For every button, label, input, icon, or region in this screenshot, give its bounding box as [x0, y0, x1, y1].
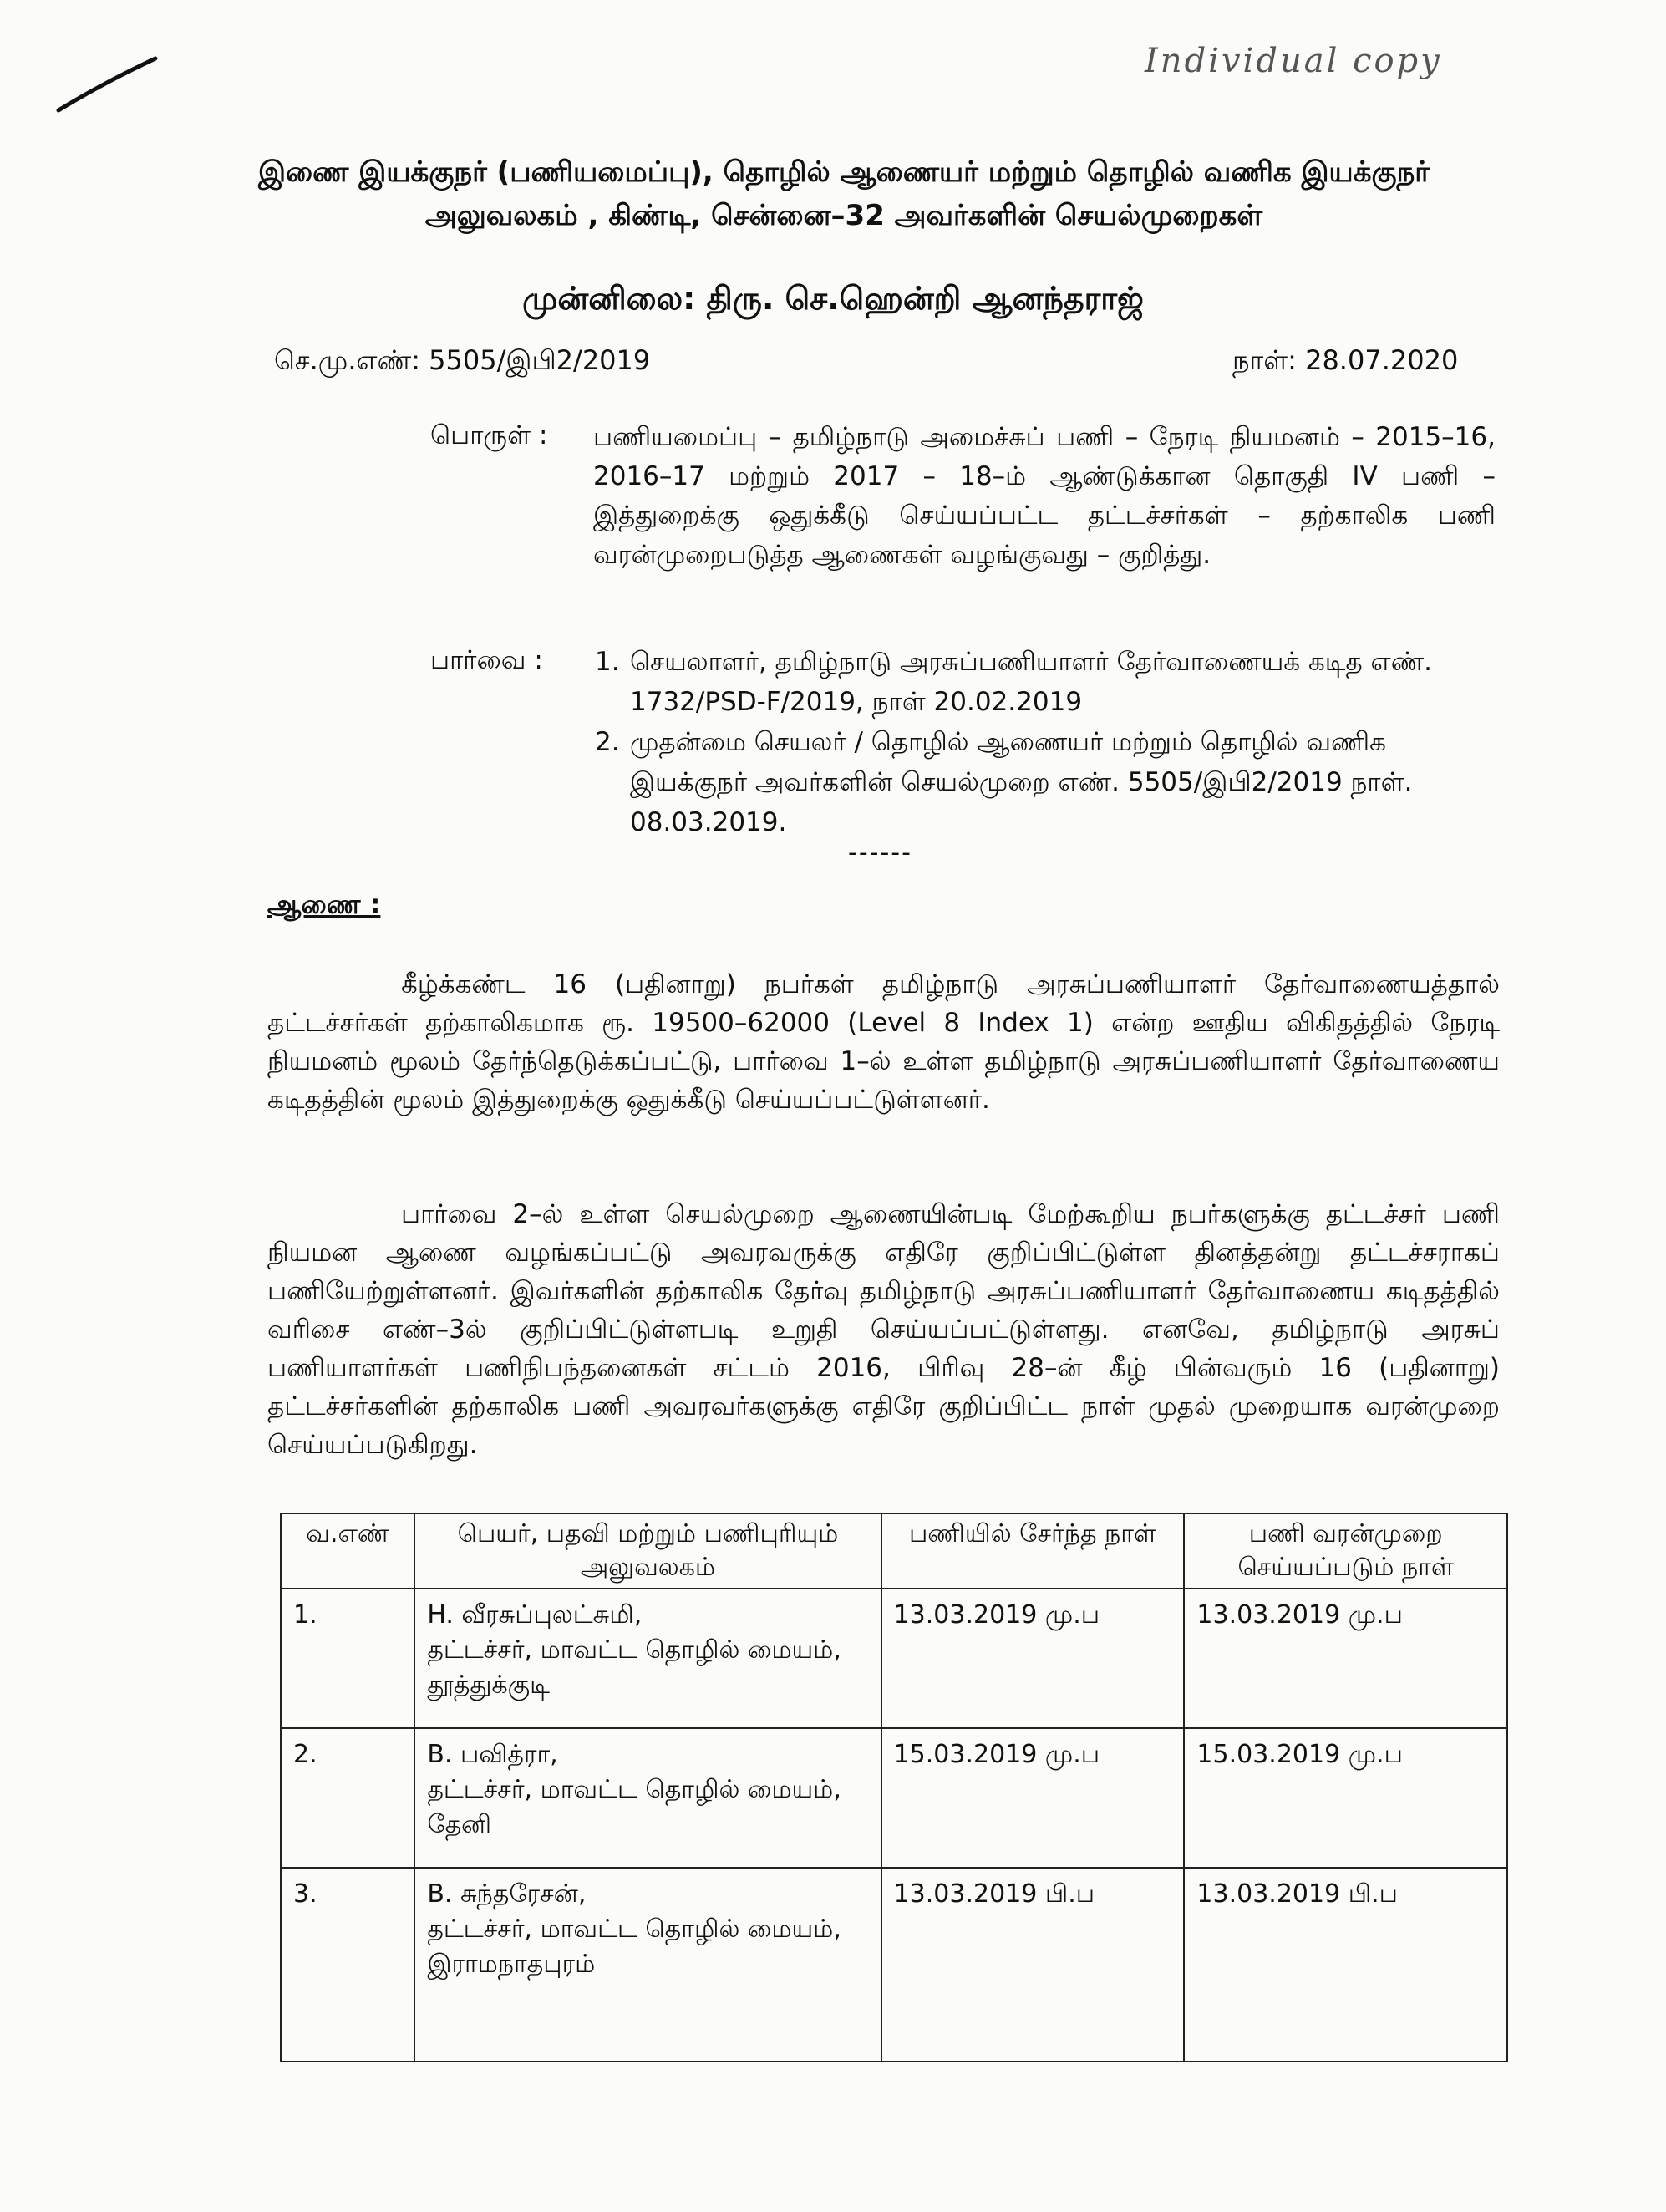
order-paragraph-2: பார்வை 2–ல் உள்ள செயல்முறை ஆணையின்படி மேற்கூறிய நபர்களுக்கு தட்டச்சர் பணி நியமன ஆணை வழங்கப்பட்டு அவரவருக்கு எதிரே குறிப்பிட்டுள்ள தினத்தன்று தட்டச்சராகப் பணியேற்றுள்ளனர். இவர்களின் தற்காலிக தேர்வு தமிழ்நாடு அரசுப்பணியாளர் தேர்வாணைய கடிதத்தில் வரிசை எண்–3ல் குறிப்பிட்டுள்ளபடி உறுதி செய்யப்பட்டுள்ளது. எனவே, தமிழ்நாடு அரசுப் பணியாளர்கள் பணிநிபந்தனைகள் சட்டம் 2016, பிரிவு 28–ன் கீழ் பின்வரும் 16 (பதினாறு) தட்டச்சர்களின் தற்காலிக பணி அவரவர்களுக்கு எதிரே குறிப்பிட்ட நாள் முதல் முறையாக வரன்முறை செய்யப்படுகிறது.	[267, 1199, 1500, 1460]
employee-name: B. பவித்ரா,	[427, 1740, 558, 1769]
employee-name: H. வீரசுப்புலட்சுமி,	[427, 1600, 643, 1630]
presence-line: முன்னிலை: திரு. செ.ஹென்றி ஆனந்தராஜ்	[522, 280, 1144, 317]
order-paragraph-1: கீழ்க்கண்ட 16 (பதினாறு) நபர்கள் தமிழ்நாடு அரசுப்பணியாளர் தேர்வாணையத்தால் தட்டச்சர்கள் தற்காலிகமாக ரூ. 19500–62000 (Level 8 Index 1) என்ற ஊதிய விகிதத்தில் நேரடி நியமனம் மூலம் தேர்ந்தெடுக்கப்பட்டு, பார்வை 1–ல் உள்ள தமிழ்நாடு அரசுப்பணியாளர் தேர்வாணைய கடிதத்தின் மூலம் இத்துறைக்கு ஒதுக்கீடு செய்யப்பட்டுள்ளனர்.	[267, 969, 1500, 1115]
reference-item	[595, 642, 1497, 722]
subject-label: பொருள் :	[430, 420, 548, 450]
header-regularisation-date: பணி வரன்முறை செய்யப்படும் நாள்	[1184, 1513, 1507, 1589]
header-serial-number: வ.எண்	[281, 1513, 414, 1589]
regularisation-date: 13.03.2019 மு.ப	[1184, 1589, 1507, 1728]
serial-number: 2.	[281, 1728, 414, 1868]
handwritten-note: Individual copy	[1145, 42, 1442, 80]
order-label: ஆணை :	[267, 888, 381, 920]
reference-number-2: 2.	[595, 727, 620, 757]
header-name-designation-office: பெயர், பதவி மற்றும் பணிபுரியும் அலுவலகம்	[414, 1513, 881, 1589]
reference-item	[595, 722, 1497, 842]
serial-number: 3.	[281, 1868, 414, 2062]
name-designation-office	[414, 1728, 881, 1868]
serial-number: 1.	[281, 1589, 414, 1728]
reference-text-2: முதன்மை செயலர் / தொழில் ஆணையர் மற்றும் தொழில் வணிக இயக்குநர் அவர்களின் செயல்முறை எண். 5505/இபி2/2019 நாள். 08.03.2019.	[630, 727, 1413, 837]
header-joining-date: பணியில் சேர்ந்த நாள்	[881, 1513, 1185, 1589]
references-label: பார்வை :	[430, 645, 543, 675]
handwritten-slash-mark	[52, 50, 160, 117]
table-row	[281, 1868, 1507, 2062]
subject-text: பணியமைப்பு – தமிழ்நாடு அமைச்சுப் பணி – நேரடி நியமனம் – 2015–16, 2016–17 மற்றும் 2017 – 18–ம் ஆண்டுக்கான தொகுதி IV பணி – இத்துறைக்கு ஒதுக்கீடு செய்யப்பட்ட தட்டச்சர்கள் – தற்காலிக பணி வரன்முறைபடுத்த ஆணைகள் வழங்குவது – குறித்து.	[593, 422, 1496, 570]
employee-office: தூத்துக்குடி	[427, 1670, 551, 1700]
header-line-1: இணை இயக்குநர் (பணியமைப்பு), தொழில் ஆணையர் மற்றும் தொழில் வணிக இயக்குநர்	[257, 155, 1430, 189]
regularisation-date: 15.03.2019 மு.ப	[1184, 1728, 1507, 1868]
document-date: நாள்: 28.07.2020	[1232, 344, 1459, 376]
table-header-row	[281, 1513, 1507, 1589]
employee-designation: தட்டச்சர், மாவட்ட தொழில் மையம்,	[427, 1635, 841, 1665]
employee-name: B. சுந்தரேசன்,	[427, 1879, 587, 1909]
table-row	[281, 1589, 1507, 1728]
reference-number: செ.மு.எண்: 5505/இபி2/2019	[274, 344, 651, 376]
employee-office: தேனி	[427, 1810, 492, 1839]
typists-table	[280, 1513, 1508, 2062]
employee-designation: தட்டச்சர், மாவட்ட தொழில் மையம்,	[427, 1915, 841, 1944]
name-designation-office	[414, 1589, 881, 1728]
reference-number-1: 1.	[595, 647, 620, 677]
regularisation-date: 13.03.2019 பி.ப	[1184, 1868, 1507, 2062]
separator-dashes: ------	[848, 838, 912, 867]
reference-text-1: செயலாளர், தமிழ்நாடு அரசுப்பணியாளர் தேர்வாணையக் கடித எண். 1732/PSD-F/2019, நாள் 20.02.2019	[630, 647, 1433, 717]
references-list	[595, 642, 1497, 842]
name-designation-office	[414, 1868, 881, 2062]
employee-designation: தட்டச்சர், மாவட்ட தொழில் மையம்,	[427, 1775, 841, 1804]
employee-office: இராமநாதபுரம்	[427, 1950, 596, 1979]
table-row	[281, 1728, 1507, 1868]
joining-date: 13.03.2019 மு.ப	[881, 1589, 1185, 1728]
header-line-2: அலுவலகம் , கிண்டி, சென்னை–32 அவர்களின் செயல்முறைகள்	[424, 199, 1263, 232]
document-header	[251, 150, 1437, 237]
joining-date: 13.03.2019 பி.ப	[881, 1868, 1185, 2062]
joining-date: 15.03.2019 மு.ப	[881, 1728, 1185, 1868]
